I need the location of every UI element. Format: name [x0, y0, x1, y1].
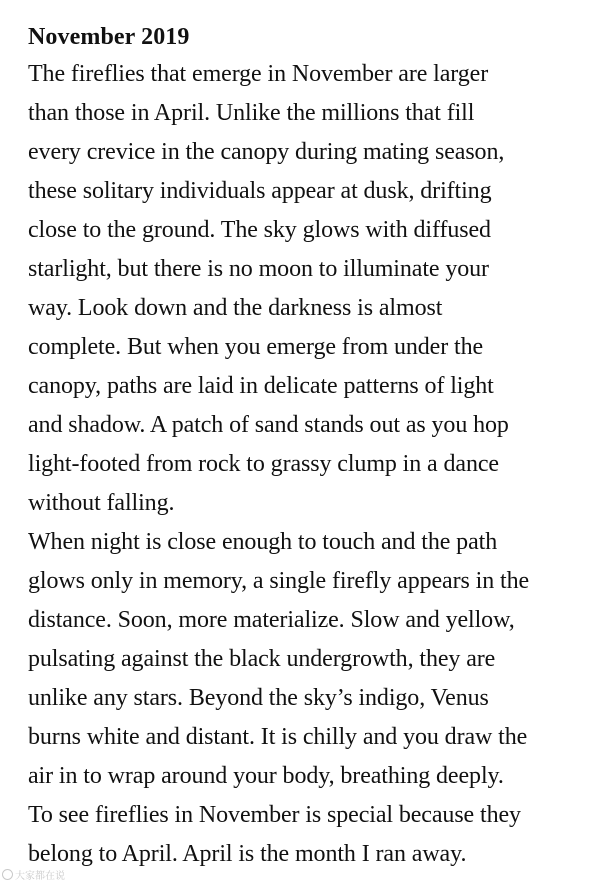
- text-line: canopy, paths are laid in delicate patterns of light: [28, 373, 494, 399]
- text-line: close to the ground. The sky glows with diffused: [28, 217, 491, 243]
- text-line: without falling.: [28, 490, 175, 516]
- text-line: air in to wrap around your body, breathing deeply.: [28, 763, 504, 789]
- text-line: way. Look down and the darkness is almost: [28, 295, 443, 321]
- text-line: distance. Soon, more materialize. Slow and yellow,: [28, 607, 515, 633]
- text-line: than those in April. Unlike the millions that fill: [28, 100, 475, 126]
- document-page: [28, 20, 600, 874]
- text-line: every crevice in the canopy during mating season,: [28, 139, 505, 165]
- watermark: [2, 867, 65, 882]
- text-line: To see fireflies in November is special because they: [28, 802, 521, 828]
- text-line: The fireflies that emerge in November are larger: [28, 61, 489, 87]
- text-line: light-footed from rock to grassy clump in a dance: [28, 451, 499, 477]
- body-text: [28, 55, 600, 874]
- section-heading: November 2019: [28, 24, 190, 50]
- text-line: these solitary individuals appear at dusk, drifting: [28, 178, 492, 204]
- watermark-text: 大家都在说: [15, 871, 65, 882]
- watermark-logo-icon: [2, 869, 13, 880]
- text-line: unlike any stars. Beyond the sky’s indigo, Venus: [28, 685, 489, 711]
- text-line: pulsating against the black undergrowth, they are: [28, 646, 496, 672]
- text-line: and shadow. A patch of sand stands out as you hop: [28, 412, 509, 438]
- text-line: starlight, but there is no moon to illuminate your: [28, 256, 489, 282]
- text-line: When night is close enough to touch and the path: [28, 529, 498, 555]
- text-line: belong to April. April is the month I ran away.: [28, 841, 467, 867]
- text-line: complete. But when you emerge from under the: [28, 334, 484, 360]
- text-line: glows only in memory, a single firefly appears in the: [28, 568, 530, 594]
- text-line: burns white and distant. It is chilly and you draw the: [28, 724, 528, 750]
